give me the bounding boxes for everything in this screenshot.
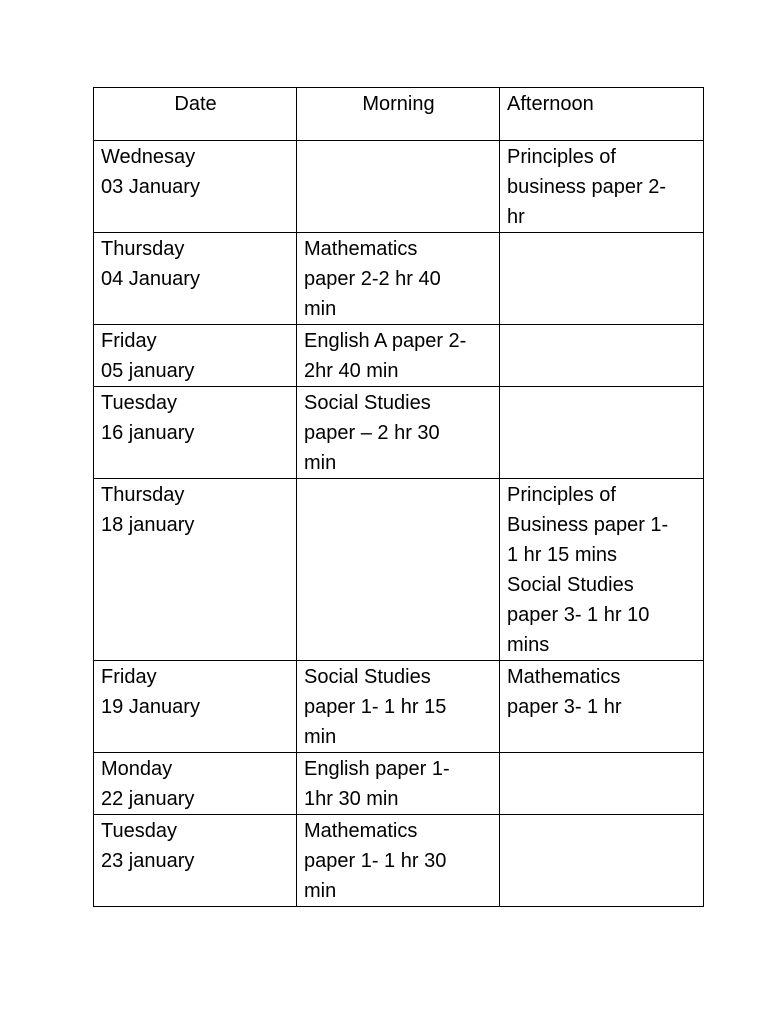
morning-cell	[297, 141, 500, 233]
cell-line: hr	[507, 206, 525, 228]
cell-line: Wednesay	[101, 146, 196, 168]
cell-line: 1hr 30 min	[304, 788, 399, 810]
morning-cell	[297, 661, 500, 753]
cell-line: Social Studies	[304, 392, 431, 414]
header-date: Date	[94, 88, 297, 141]
cell-line: 2hr 40 min	[304, 360, 399, 382]
cell-line: paper 2-2 hr 40	[304, 268, 441, 290]
morning-cell	[297, 479, 500, 661]
cell-line: Friday	[101, 330, 157, 352]
cell-line: 18 january	[101, 514, 195, 536]
cell-line: 19 January	[101, 696, 200, 718]
cell-line: 16 january	[101, 422, 195, 444]
morning-cell	[297, 753, 500, 815]
header-morning: Morning	[297, 88, 500, 141]
table-row	[94, 753, 704, 815]
cell-line: Tuesday	[101, 392, 177, 414]
cell-line: paper 3- 1 hr	[507, 696, 622, 718]
cell-line: paper 1- 1 hr 30	[304, 850, 447, 872]
cell-line: Tuesday	[101, 820, 177, 842]
afternoon-cell	[500, 325, 704, 387]
table-body	[94, 141, 704, 907]
date-cell	[94, 325, 297, 387]
afternoon-cell	[500, 387, 704, 479]
afternoon-cell	[500, 661, 704, 753]
table-row	[94, 141, 704, 233]
date-cell	[94, 387, 297, 479]
morning-cell	[297, 325, 500, 387]
date-cell	[94, 753, 297, 815]
cell-line: min	[304, 452, 337, 474]
cell-line: 1 hr 15 mins	[507, 544, 618, 566]
date-cell	[94, 661, 297, 753]
cell-line: Social Studies	[507, 574, 634, 596]
afternoon-cell	[500, 479, 704, 661]
cell-line: business paper 2-	[507, 176, 666, 198]
cell-line: Thursday	[101, 238, 185, 260]
cell-line: Principles of	[507, 484, 616, 506]
cell-line: paper – 2 hr 30	[304, 422, 440, 444]
morning-cell	[297, 233, 500, 325]
cell-line: English paper 1-	[304, 758, 450, 780]
table-row	[94, 815, 704, 907]
cell-line: 03 January	[101, 176, 200, 198]
cell-line: min	[304, 880, 337, 902]
cell-line: Monday	[101, 758, 173, 780]
cell-line: Thursday	[101, 484, 185, 506]
morning-cell	[297, 815, 500, 907]
cell-line: 22 january	[101, 788, 195, 810]
cell-line: English A paper 2-	[304, 330, 467, 352]
header-afternoon: Afternoon	[500, 88, 704, 141]
cell-line: mins	[507, 634, 550, 656]
date-cell	[94, 815, 297, 907]
cell-line: 23 january	[101, 850, 195, 872]
date-cell	[94, 233, 297, 325]
cell-line: Social Studies	[304, 666, 431, 688]
afternoon-cell	[500, 753, 704, 815]
cell-line: paper 1- 1 hr 15	[304, 696, 447, 718]
header-row	[94, 88, 704, 141]
cell-line: Principles of	[507, 146, 616, 168]
cell-line: Business paper 1-	[507, 514, 669, 536]
date-cell	[94, 479, 297, 661]
cell-line: paper 3- 1 hr 10	[507, 604, 650, 626]
table-row	[94, 479, 704, 661]
table-row	[94, 325, 704, 387]
date-cell	[94, 141, 297, 233]
cell-line: Mathematics	[304, 238, 418, 260]
table-row	[94, 661, 704, 753]
cell-line: 05 january	[101, 360, 195, 382]
table-row	[94, 387, 704, 479]
table-row	[94, 233, 704, 325]
cell-line: 04 January	[101, 268, 200, 290]
afternoon-cell	[500, 815, 704, 907]
cell-line: min	[304, 726, 337, 748]
exam-schedule-table	[93, 87, 704, 907]
cell-line: Friday	[101, 666, 157, 688]
cell-line: Mathematics	[507, 666, 621, 688]
cell-line: min	[304, 298, 337, 320]
afternoon-cell	[500, 141, 704, 233]
afternoon-cell	[500, 233, 704, 325]
morning-cell	[297, 387, 500, 479]
table-header	[94, 88, 704, 141]
cell-line: Mathematics	[304, 820, 418, 842]
